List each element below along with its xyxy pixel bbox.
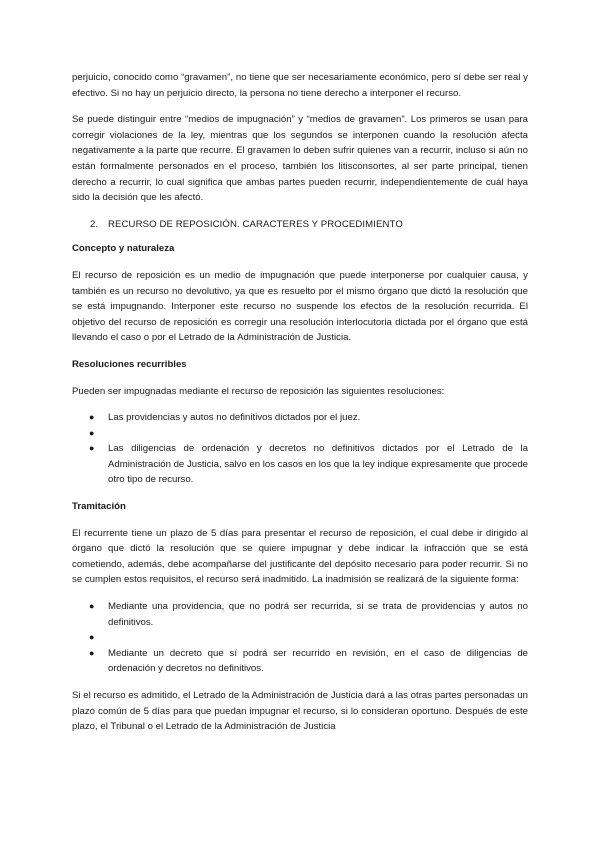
paragraph-tramitacion: El recurrente tiene un plazo de 5 días para presentar el recurso de reposición, el cual debe ir dirigido al órgano que dictó la resolución que se quiere impugnar y debe indicar la infracción que se está cometiendo, además, debe acompañarse del justificante del depósito necesario para poder recurrir. Si no se cumplen estos requisitos, el recurso será inadmitido. La inadmisión se realizará de la siguiente forma:: [72, 527, 528, 586]
list-item-text: Mediante un decreto que sí podrá ser recurrido en revisión, en el caso de diligencias de ordenación y decretos no definitivos.: [108, 647, 528, 675]
list-inadmision: [72, 599, 528, 677]
list-item: [72, 426, 528, 442]
paragraph-gravamen-intro: perjuicio, conocido como “gravamen”, no tiene que ser necesariamente económico, pero sí debe ser real y efectivo. Si no hay un perjuicio directo, la persona no tiene derecho a interponer el recurso.: [72, 72, 528, 99]
list-item: [72, 410, 528, 426]
bullet-icon: ●: [89, 427, 95, 438]
paragraph-concepto: El recurso de reposición es un medio de impugnación que puede interponerse por cualquier causa, y también es un recurso no devolutivo, ya que es resuelto por el mismo órgano que dictó la resolución que se está impugnando. Interponer este recurso no suspende los efectos de la resolución recurrida. El objetivo del recurso de reposición es corregir una resolución interlocutoria dictada por el órgano que está llevando el caso o por el Letrado de la Administración de Justicia.: [72, 269, 528, 344]
bullet-icon: ●: [89, 601, 95, 612]
bullet-icon: ●: [89, 443, 95, 454]
bullet-icon: ●: [89, 412, 95, 423]
list-item-text: Las providencias y autos no definitivos dictados por el juez.: [108, 412, 361, 424]
section-title: [72, 217, 528, 233]
heading-tramitacion: Tramitación: [72, 501, 126, 513]
list-item-text: Mediante una providencia, que no podrá ser recurrida, si se trata de providencias y autos no definitivos.: [108, 601, 528, 628]
list-item: [72, 599, 528, 630]
list-item: [72, 646, 528, 677]
section-title-text: RECURSO DE REPOSICIÓN. CARACTERES Y PROCEDIMIENTO: [108, 218, 403, 230]
list-item-text: Las diligencias de ordenación y decretos no definitivos dictados por el Letrado de la Administración de Justicia, salvo en los casos en los que la ley indique expresamente que procede otro tipo de recurso.: [108, 443, 528, 486]
paragraph-admision: Si el recurso es admitido, el Letrado de la Administración de Justicia dará a las otras partes personadas un plazo común de 5 días para que puedan impugnar el recurso, si lo consideran oportuno. Después de este plazo, el Tribunal o el Letrado de la Administración de Justicia: [72, 690, 528, 733]
list-resoluciones: [72, 410, 528, 488]
bullet-icon: ●: [89, 647, 95, 658]
paragraph-resoluciones-intro: Pueden ser impugnadas mediante el recurso de reposición las siguientes resoluciones:: [72, 385, 445, 397]
bullet-icon: ●: [89, 632, 95, 643]
section-number: 2.: [90, 218, 99, 230]
list-item: [72, 441, 528, 488]
paragraph-medios-impugnacion: Se puede distinguir entre “medios de impugnación” y “medios de gravamen”. Los primeros se usan para corregir violaciones de la ley, mientras que los segundos se interponen cuando la resolución afecta negativamente a la parte que recurre. El gravamen lo deben sufrir quienes van a recurrir, incluso si aún no están formalmente personados en el proceso, también los litisconsortes, al ser parte principal, tienen derecho a recurrir, lo cual significa que ambas partes pueden recurrir, independientemente de cuál haya sido la decisión que les afectó.: [72, 114, 528, 204]
heading-resoluciones: Resoluciones recurribles: [72, 358, 187, 370]
list-item: [72, 630, 528, 646]
heading-concepto: Concepto y naturaleza: [72, 243, 175, 255]
